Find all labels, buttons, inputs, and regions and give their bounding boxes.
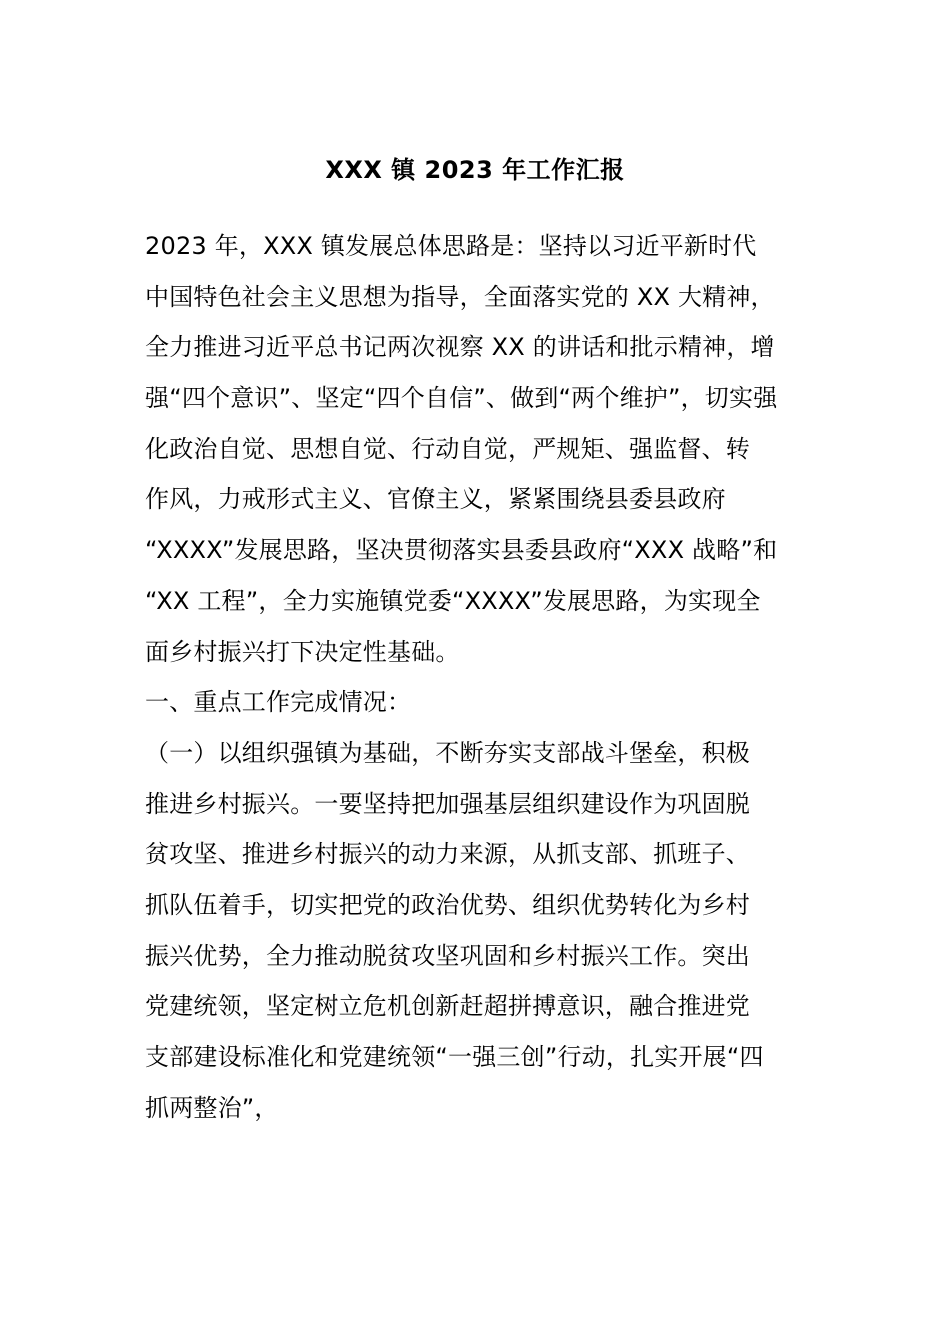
section-heading: 一、重点工作完成情况： xyxy=(145,688,412,717)
body-line: 中国特色社会主义思想为指导，全面落实党的 XX 大精神， xyxy=(145,282,775,311)
body-line: （一）以组织强镇为基础，不断夯实支部战斗堡垒，积极 xyxy=(145,738,750,767)
document-title: XXX 镇 2023 年工作汇报 xyxy=(325,156,625,184)
body-line: 支部建设标准化和党建统领“一强三创”行动，扎实开展“四 xyxy=(145,1043,764,1071)
body-line: 强“四个意识”、坚定“四个自信”、做到“两个维护”，切实强 xyxy=(145,384,778,413)
body-line: “XX 工程”，全力实施镇党委“XXXX”发展思路，为实现全 xyxy=(145,586,761,615)
body-line: 推进乡村振兴。一要坚持把加强基层组织建设作为巩固脱 xyxy=(145,789,750,818)
body-line: 面乡村振兴打下决定性基础。 xyxy=(145,637,460,666)
body-line: 贫攻坚、推进乡村振兴的动力来源，从抓支部、抓班子、 xyxy=(145,840,750,869)
body-line: 抓两整治”， xyxy=(145,1093,279,1122)
body-line: “XXXX”发展思路，坚决贯彻落实县委县政府“XXX 战略”和 xyxy=(145,536,778,565)
body-line: 化政治自觉、思想自觉、行动自觉，严规矩、强监督、转 xyxy=(145,434,750,463)
body-line: 振兴优势，全力推动脱贫攻坚巩固和乡村振兴工作。突出 xyxy=(145,941,750,970)
body-line: 2023 年，XXX 镇发展总体思路是：坚持以习近平新时代 xyxy=(145,232,757,260)
body-line: 全力推进习近平总书记两次视察 XX 的讲话和批示精神，增 xyxy=(145,333,775,362)
document-body xyxy=(145,221,815,1133)
body-line: 抓队伍着手，切实把党的政治优势、组织优势转化为乡村 xyxy=(145,890,750,919)
body-line: 作风，力戒形式主义、官僚主义，紧紧围绕县委县政府 xyxy=(145,485,726,514)
body-line: 党建统领，坚定树立危机创新赶超拼搏意识，融合推进党 xyxy=(145,992,750,1021)
